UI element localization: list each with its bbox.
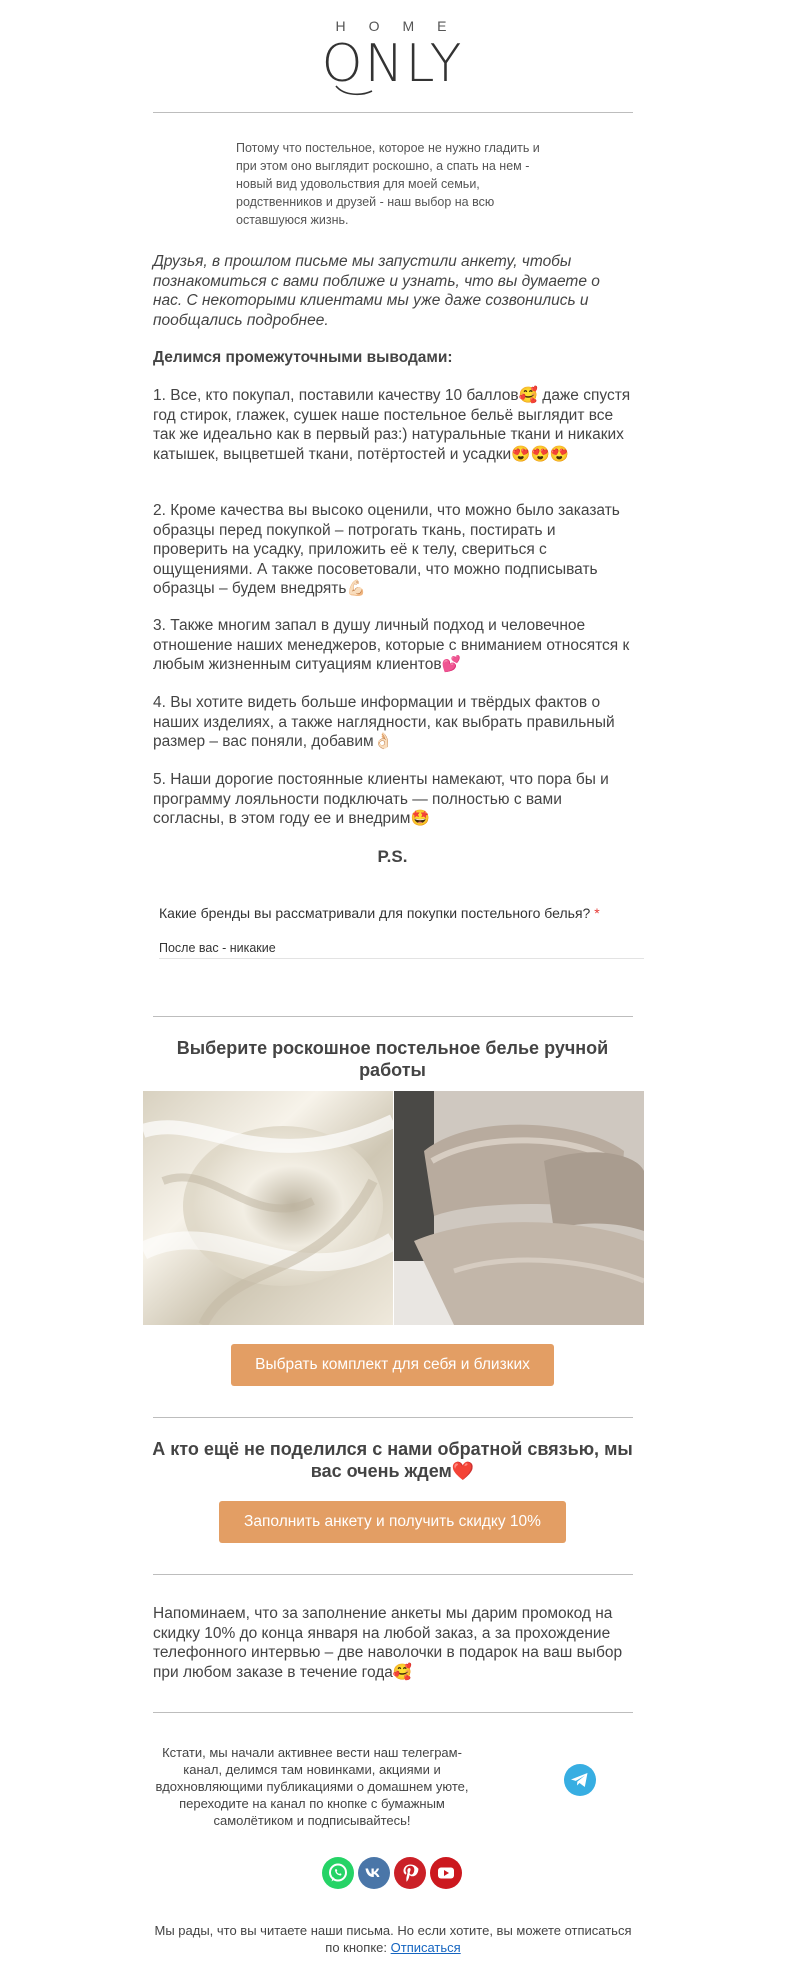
- feedback-title: А кто ещё не поделился с нами обратной связью, мы вас очень ждем❤️: [152, 1439, 633, 1481]
- catalog-title: Выберите роскошное постельное белье ручной работы: [176, 1038, 609, 1080]
- logo-swoosh-icon: [334, 82, 374, 96]
- bedding-photo[interactable]: [394, 1091, 644, 1325]
- divider: [153, 112, 633, 113]
- youtube-icon[interactable]: [430, 1857, 462, 1889]
- finding-item: 4. Вы хотите видеть больше информации и твёрдых фактов о наших изделиях, а также наглядности, как выбрать правильный размер – вас поняли, добавим👌🏻: [153, 694, 615, 750]
- choose-set-button[interactable]: Выбрать комплект для себя и близких: [231, 1344, 554, 1386]
- survey-question-text: Какие бренды вы рассматривали для покупки постельного белья?: [159, 905, 591, 921]
- logo-only-text: ONLY: [321, 34, 464, 94]
- divider: [153, 1574, 633, 1575]
- pinterest-icon[interactable]: [394, 1857, 426, 1889]
- required-mark: *: [594, 905, 600, 921]
- whatsapp-icon[interactable]: [322, 1857, 354, 1889]
- satin-fabric-photo[interactable]: [143, 1091, 393, 1325]
- telegram-promo-text: Кстати, мы начали активнее вести наш телеграм-канал, делимся там новинками, акциями и вдохновляющими публикациями о домашнем уюте, переходите на канал по кнопке с бумажным самолётиком и подписывайтесь!: [155, 1745, 469, 1828]
- survey-answer: После вас - никакие: [159, 941, 276, 955]
- intro-text: Друзья, в прошлом письме мы запустили анкету, чтобы познакомиться с вами поближе и узнать, что вы думаете о нас. С некоторыми клиентами мы уже даже созвонились и пообщались подробнее.: [153, 253, 600, 329]
- fill-survey-button[interactable]: Заполнить анкету и получить скидку 10%: [219, 1501, 566, 1543]
- finding-item: 2. Кроме качества вы высоко оценили, что можно было заказать образцы перед покупкой – потрогать ткань, постирать и проверить на усадку, приложить её к телу, свериться с ощущениями. А также посоветовали, что можно подписывать образцы – будем внедрять💪🏻: [153, 502, 620, 597]
- footer-text: Мы рады, что вы читаете наши письма. Но если хотите, вы можете отписаться по кнопке:: [154, 1923, 632, 1955]
- ps-heading: P.S.: [377, 847, 408, 866]
- unsubscribe-link[interactable]: Отписаться: [390, 1940, 461, 1955]
- finding-item: 5. Наши дорогие постоянные клиенты намекают, что пора бы и программу лояльности подключать — полностью с вами согласны, в этом году ее и внедрим🤩: [153, 771, 609, 827]
- survey-question: [159, 905, 600, 921]
- divider: [153, 1016, 633, 1017]
- brand-quote: Потому что постельное, которое не нужно гладить и при этом оно выглядит роскошно, а спать на нем - новый вид удовольствия для моей семьи, родственников и друзей - наш выбор на всю оставшуюся жизнь.: [236, 141, 540, 227]
- divider: [153, 1417, 633, 1418]
- telegram-icon[interactable]: [564, 1764, 596, 1796]
- vk-icon[interactable]: [358, 1857, 390, 1889]
- footer: [153, 1922, 633, 1956]
- promo-reminder-text: Напоминаем, что за заполнение анкеты мы дарим промокод на скидку 10% до конца января на любой заказ, а за прохождение телефонного интервью – две наволочки в подарок на ваш выбор при любом заказе в течение года🥰: [153, 1605, 623, 1681]
- divider: [153, 1712, 633, 1713]
- logo-home-text: HOME: [335, 18, 470, 34]
- finding-item: 3. Также многим запал в душу личный подход и человечное отношение наших менеджеров, которые с вниманием относятся к любым жизненным ситуациям клиентов💕: [153, 617, 630, 673]
- answer-underline: [159, 958, 644, 959]
- findings-heading: Делимся промежуточными выводами:: [153, 349, 453, 366]
- finding-item: 1. Все, кто покупал, поставили качеству 10 баллов🥰 даже спустя год стирок, глажек, сушек наше постельное бельё выглядит все так же идеально как в первый раз:) натуральные ткани и никаких катышек, выцветшей ткани, потёртостей и усадки😍😍😍: [153, 387, 631, 463]
